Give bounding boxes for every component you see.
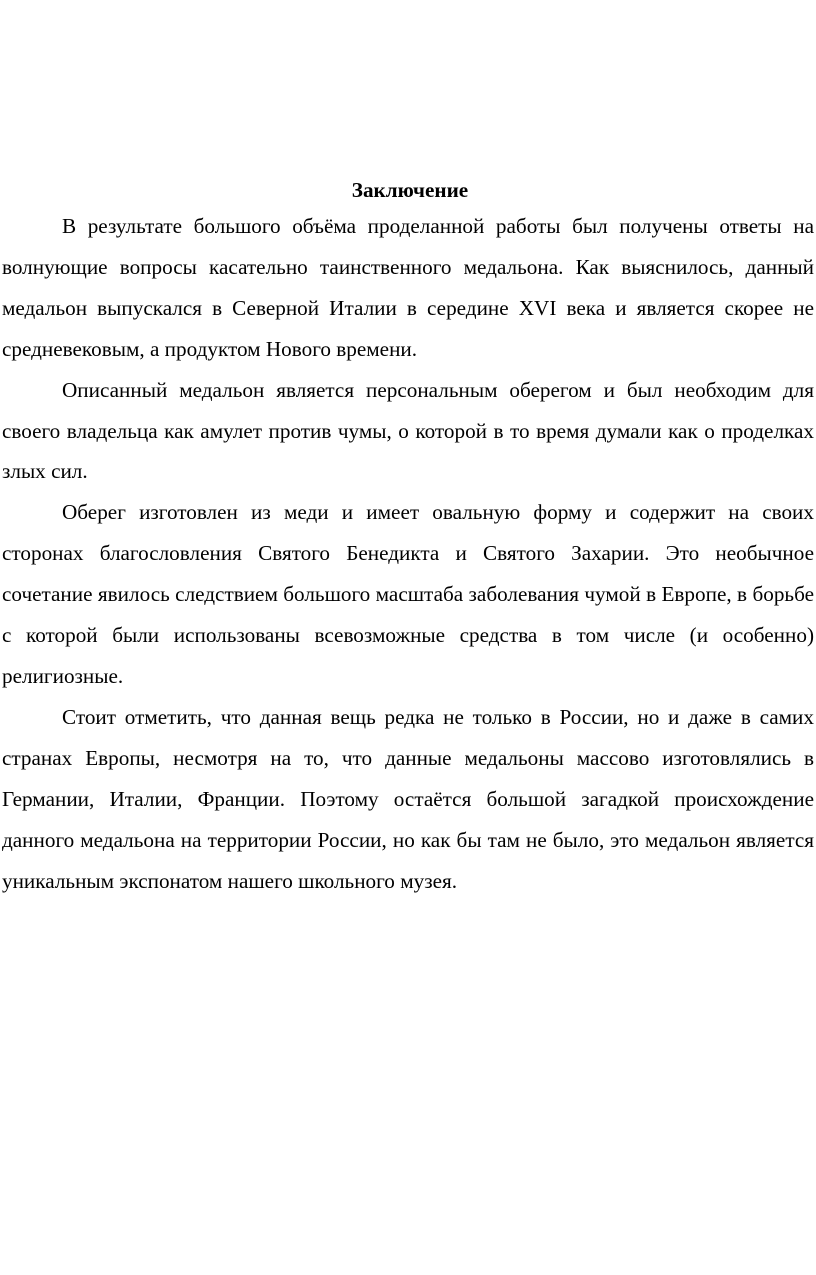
paragraph-4: Стоит отметить, что данная вещь редка не только в России, но и даже в самих странах Европы, несмотря на то, что данные медальоны массово изготовлялись в Германии, Италии, Франции. Поэтому остаётся большой загадкой происхождение данного медальона на территории России, но как бы там не было, это медальон является уникальным экспонатом нашего школьного музея. — [2, 704, 814, 893]
page-title: Заключение — [351, 178, 469, 202]
paragraph-3: Оберег изготовлен из меди и имеет овальную форму и содержит на своих сторонах благословления Святого Бенедикта и Святого Захарии. Это необычное сочетание явилось следствием большого масштаба заболевания чумой в Европе, в борьбе с которой были использованы всевозможные средства в том числе (и особенно) религиозные. — [2, 500, 814, 688]
paragraph-1: В результате большого объёма проделанной работы был получены ответы на волнующие вопросы касательно таинственного медальона. Как выяснилось, данный медальон выпускался в Северной Италии в середине XVI века и является скорее не средневековым, а продуктом Нового времени. — [2, 214, 814, 361]
document-body — [2, 174, 814, 901]
paragraph-2: Описанный медальон является персональным оберегом и был необходим для своего владельца как амулет против чумы, о которой в то время думали как о проделках злых сил. — [2, 377, 814, 484]
